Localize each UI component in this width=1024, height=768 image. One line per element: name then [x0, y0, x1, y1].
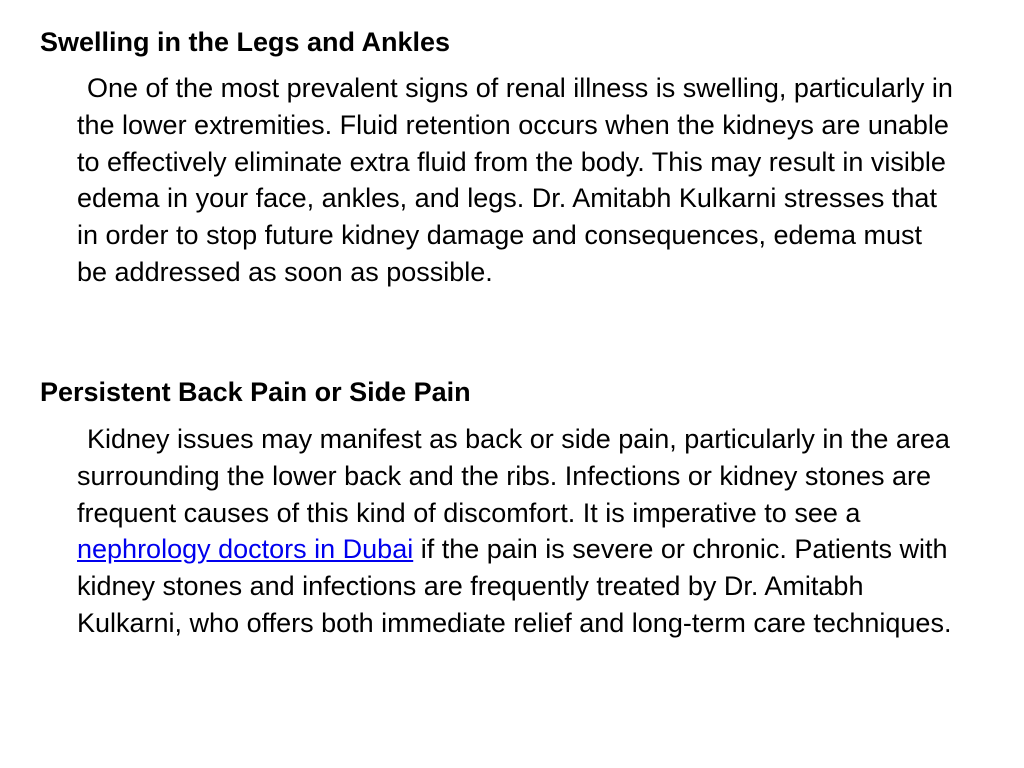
back-pain-text-after-link: if the pain is severe or chronic. Patients with kidney stones and infections are frequently treated by Dr. Amitabh Kulkarni, who offers both immediate relief and long-term care techniques.	[77, 534, 952, 638]
section-heading-swelling: Swelling in the Legs and Ankles	[40, 27, 451, 57]
back-pain-text-before-link: Kidney issues may manifest as back or side pain, particularly in the area surrounding the lower back and the ribs. Infections or kidney stones are frequent causes of this kind of discomfort. It is imperative to see a	[77, 424, 950, 528]
section-body-back-pain	[77, 421, 957, 642]
section-heading-back-pain: Persistent Back Pain or Side Pain	[40, 377, 471, 407]
section-body-swelling: One of the most prevalent signs of renal illness is swelling, particularly in the lower extremities. Fluid retention occurs when the kidneys are unable to effectively eliminate extra fluid from the body. This may result in visible edema in your face, ankles, and legs. Dr. Amitabh Kulkarni stresses that in order to stop future kidney damage and consequences, edema must be addressed as soon as possible.	[77, 73, 953, 287]
nephrology-doctors-link[interactable]: nephrology doctors in Dubai	[77, 534, 414, 565]
